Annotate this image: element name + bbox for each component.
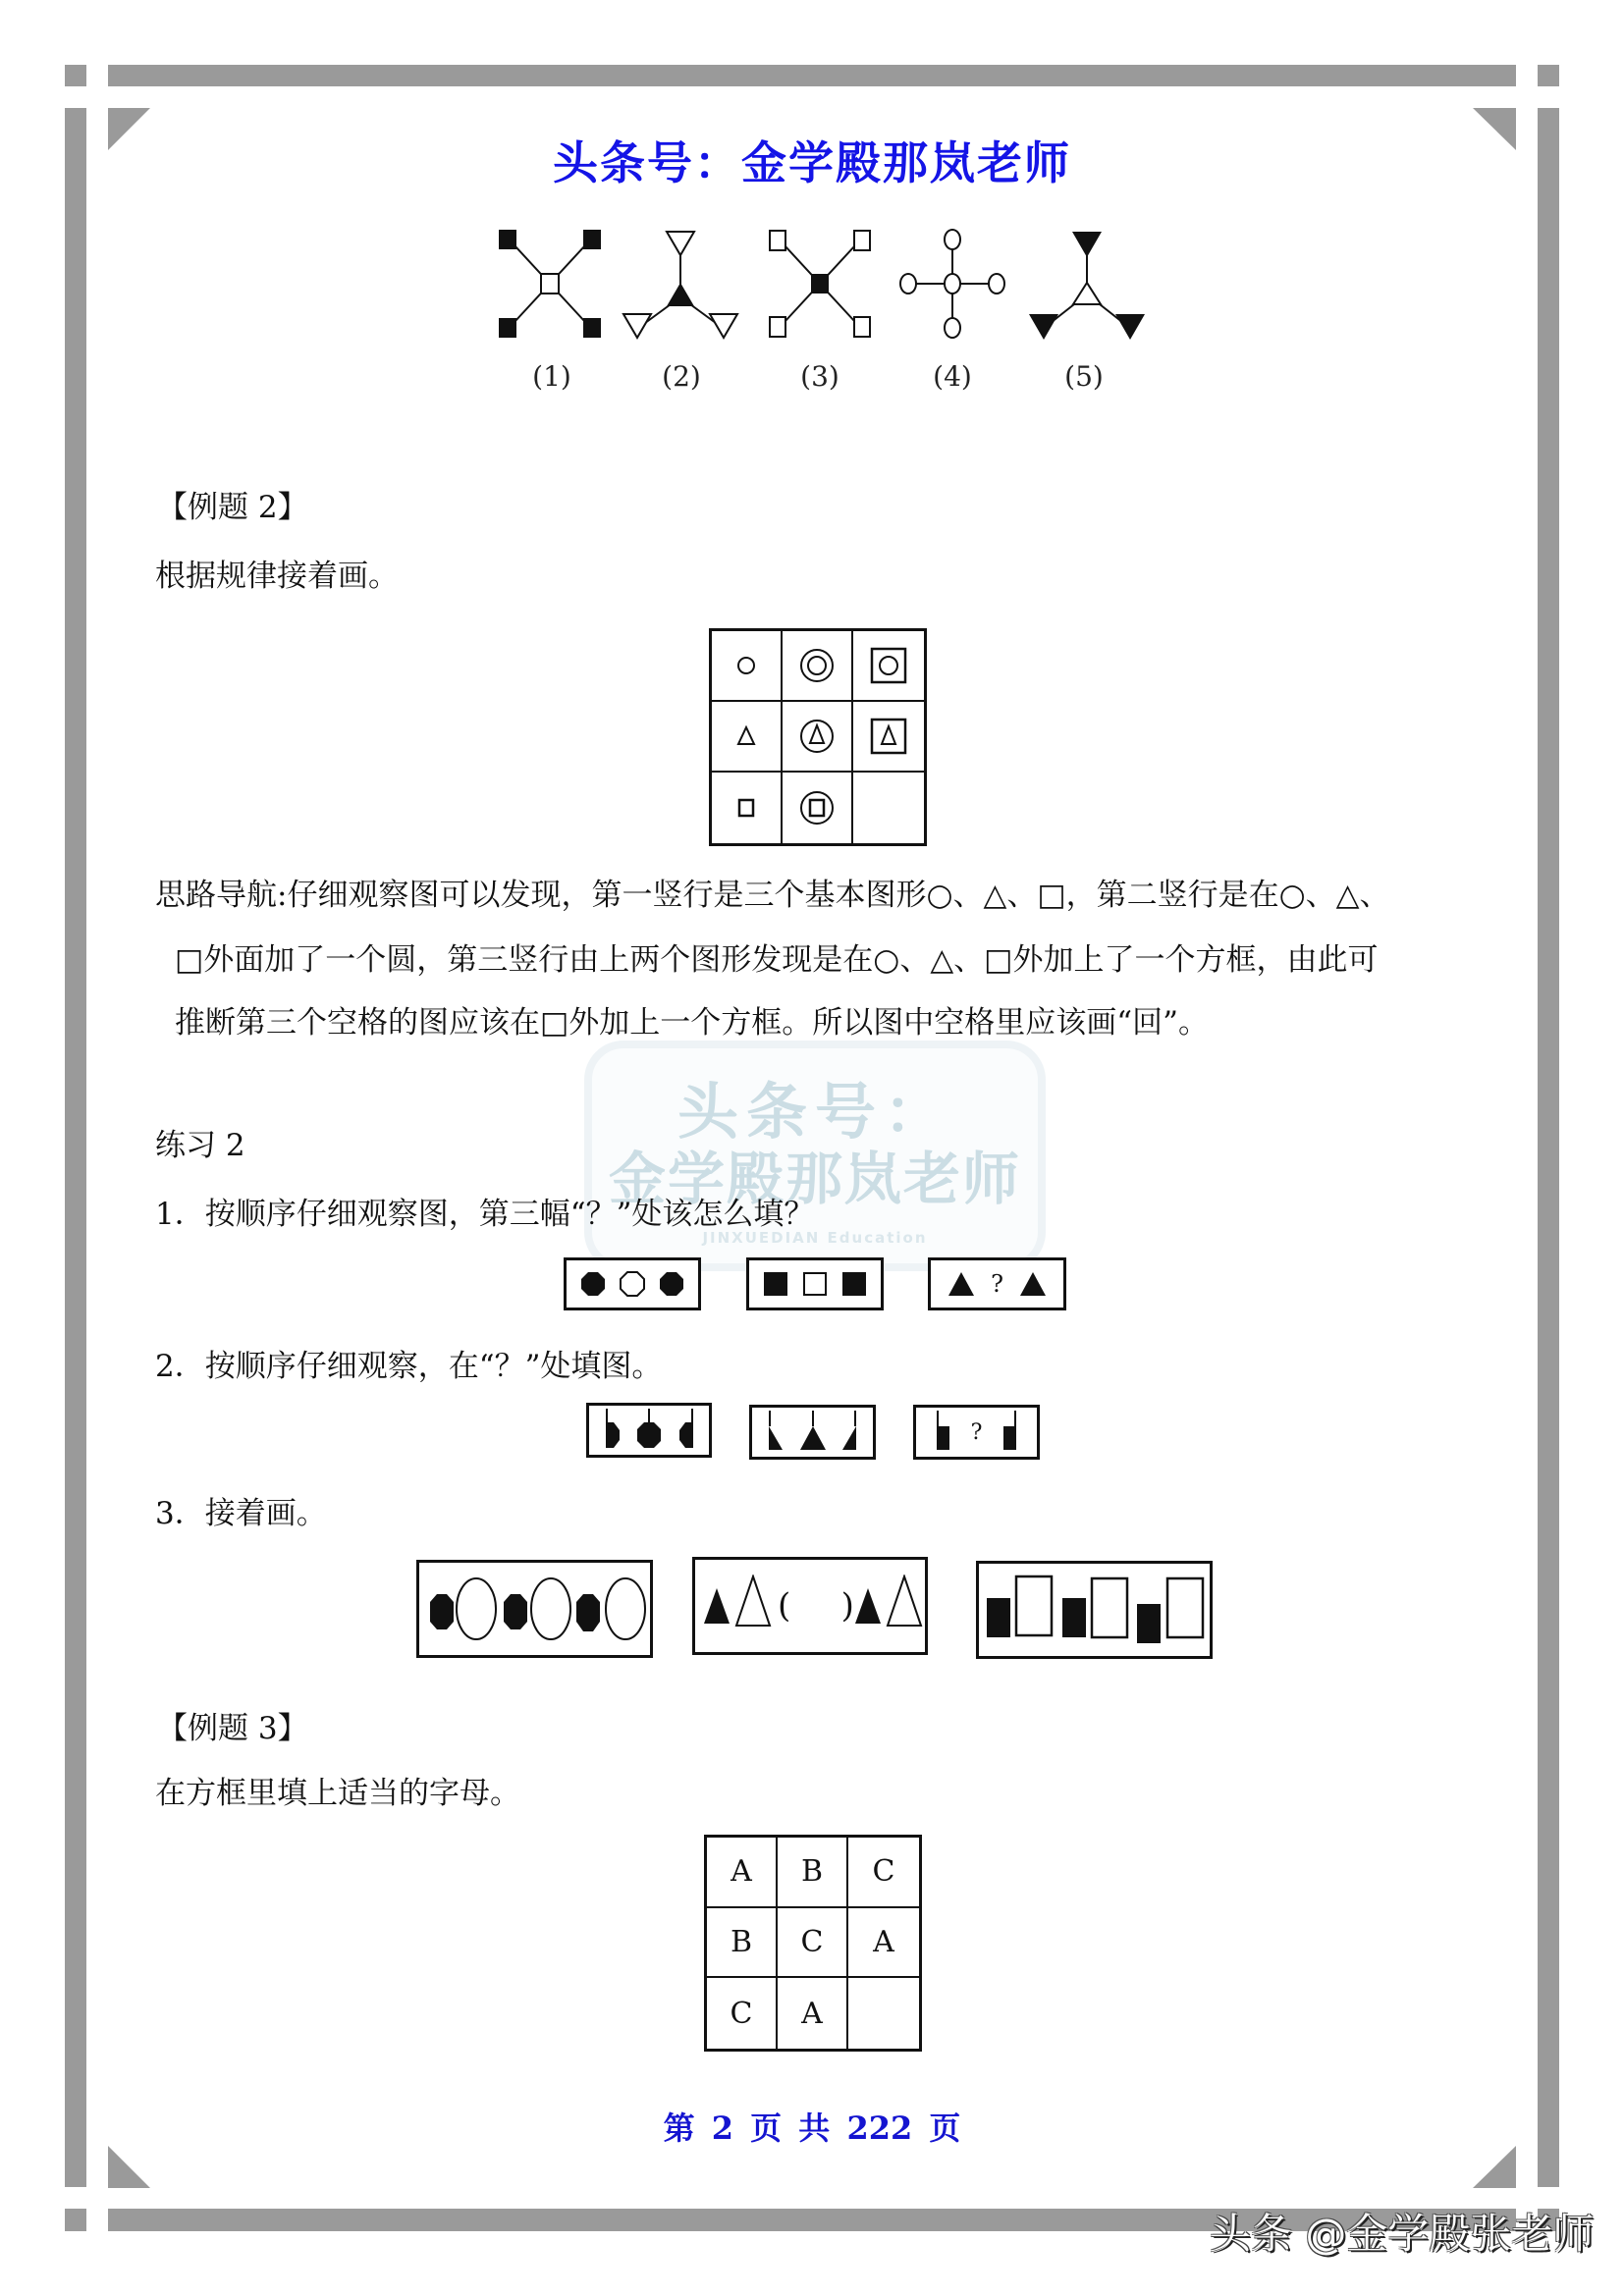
letter-cell: C: [848, 1838, 919, 1908]
watermark-line-1: 头条号：: [677, 1076, 952, 1148]
figure-label-2: (2): [662, 360, 701, 393]
half-triangle-right-icon: [768, 1411, 784, 1454]
grid-cell-circle: [712, 631, 783, 702]
letter-cell: C: [707, 1978, 778, 2049]
explanation-line-3: 推断第三个空格的图应该在□外加上一个方框。所以图中空格里应该画“回”。: [175, 1005, 1209, 1041]
grid-cell-empty[interactable]: [853, 773, 924, 843]
letter-cell: A: [707, 1838, 778, 1908]
triangle-sequence-icon: [703, 1575, 776, 1637]
triangle-in-circle-icon: [797, 717, 837, 756]
filled-square-icon: [763, 1271, 788, 1297]
pattern-grid: [709, 628, 927, 846]
figure-label-5: (5): [1064, 360, 1104, 393]
half-octagon-right-icon: [605, 1409, 621, 1452]
half-rect-right-icon: [936, 1411, 951, 1454]
platform-watermark: 头条 @金学殿张老师: [1210, 2210, 1595, 2258]
corner-triangle-bl: [108, 2146, 151, 2189]
practice2-q2: 2．按顺序仔细观察，在“？”处填图。: [155, 1349, 663, 1384]
square-sequence-icon: [985, 1571, 1210, 1649]
letter-cell: C: [778, 1908, 848, 1979]
practice2-heading: 练习 2: [155, 1128, 245, 1163]
q1-box-3: [928, 1257, 1066, 1310]
border-top: [108, 65, 1516, 86]
square-icon: [734, 796, 758, 820]
q1-box-1: [564, 1257, 701, 1310]
question-mark: ?: [991, 1270, 1003, 1298]
hollow-square-icon: [802, 1271, 828, 1297]
explanation-line-2: □外面加了一个圆，第三竖行由上两个图形发现是在○、△、□外加上了一个方框，由此可: [175, 942, 1379, 978]
grid-cell-triangle-in-square: [853, 702, 924, 773]
square-in-circle-icon: [797, 788, 837, 828]
answer-blank[interactable]: [790, 1586, 840, 1626]
figure-2: [622, 228, 739, 340]
border-left: [65, 108, 86, 2187]
explanation-line-1: 思路导航:仔细观察图可以发现，第一竖行是三个基本图形○、△、□，第二竖行是在○、△、: [155, 878, 1390, 913]
example3-prompt: 在方框里填上适当的字母。: [155, 1776, 520, 1811]
letter-cell-empty[interactable]: [848, 1978, 919, 2049]
example2-prompt: 根据规律接着画。: [155, 559, 399, 594]
border-corner-tl: [65, 65, 86, 86]
figure-label-1: (1): [532, 360, 571, 393]
q2-box-3: [913, 1405, 1040, 1460]
figure-3: [767, 228, 873, 340]
circle-sequence-icon: [429, 1575, 650, 1643]
paren-close: ): [840, 1586, 854, 1626]
border-corner-tr: [1538, 65, 1559, 86]
letter-cell: B: [778, 1838, 848, 1908]
grid-cell-square-in-circle: [783, 773, 853, 843]
letter-cell: A: [778, 1978, 848, 2049]
octagon-on-stick-icon: [635, 1409, 663, 1452]
letter-cell: A: [848, 1908, 919, 1979]
q2-box-2: [749, 1405, 876, 1460]
corner-triangle-br: [1473, 2146, 1516, 2189]
grid-cell-circle-in-square: [853, 631, 924, 702]
page-number: 第 2 页 共 222 页: [663, 2109, 961, 2147]
q3-box-2: [692, 1557, 928, 1655]
half-rect-left-icon: [1001, 1411, 1017, 1454]
triangle-in-square-icon: [869, 717, 908, 756]
watermark-line-2: 金学殿那岚老师: [608, 1146, 1021, 1212]
letter-grid: [704, 1835, 922, 2052]
practice2-q1: 1．按顺序仔细观察图，第三幅“？”处该怎么填？: [155, 1197, 815, 1232]
grid-cell-triangle-in-circle: [783, 702, 853, 773]
filled-square-icon: [841, 1271, 867, 1297]
border-right: [1538, 108, 1559, 2187]
grid-cell-square: [712, 773, 783, 843]
border-corner-bl: [65, 2209, 86, 2231]
triangle-sequence-icon: [854, 1575, 925, 1637]
filled-triangle-icon: [1019, 1271, 1047, 1297]
filled-octagon-icon: [659, 1271, 684, 1297]
filled-triangle-icon: [947, 1271, 975, 1297]
page-title: 头条号：金学殿那岚老师: [553, 136, 1071, 189]
double-circle-icon: [797, 646, 837, 685]
figure-label-3: (3): [800, 360, 839, 393]
practice2-q3: 3．接着画。: [155, 1496, 327, 1531]
watermark-line-3: JINXUEDIAN Education: [702, 1229, 928, 1247]
grid-cell-triangle: [712, 702, 783, 773]
q3-box-3: [976, 1561, 1213, 1659]
grid-cell-circle-in-circle: [783, 631, 853, 702]
half-octagon-left-icon: [678, 1409, 694, 1452]
paren-open: (: [778, 1586, 791, 1626]
figure-4: [898, 228, 1006, 340]
figure-5: [1027, 228, 1147, 340]
half-triangle-left-icon: [841, 1411, 857, 1454]
circle-in-square-icon: [869, 646, 908, 685]
q3-box-1: [416, 1560, 653, 1658]
circle-icon: [734, 654, 758, 677]
filled-octagon-icon: [580, 1271, 606, 1297]
triangle-icon: [734, 724, 758, 748]
q1-box-2: [746, 1257, 884, 1310]
question-mark: ?: [970, 1419, 983, 1445]
q2-box-1: [586, 1403, 712, 1458]
hollow-octagon-icon: [620, 1271, 645, 1297]
figure-1: [497, 228, 603, 340]
example3-heading: 【例题 3】: [157, 1711, 308, 1746]
triangle-on-stick-icon: [799, 1411, 827, 1454]
example2-heading: 【例题 2】: [157, 490, 308, 525]
figure-label-4: (4): [933, 360, 972, 393]
letter-cell: B: [707, 1908, 778, 1979]
